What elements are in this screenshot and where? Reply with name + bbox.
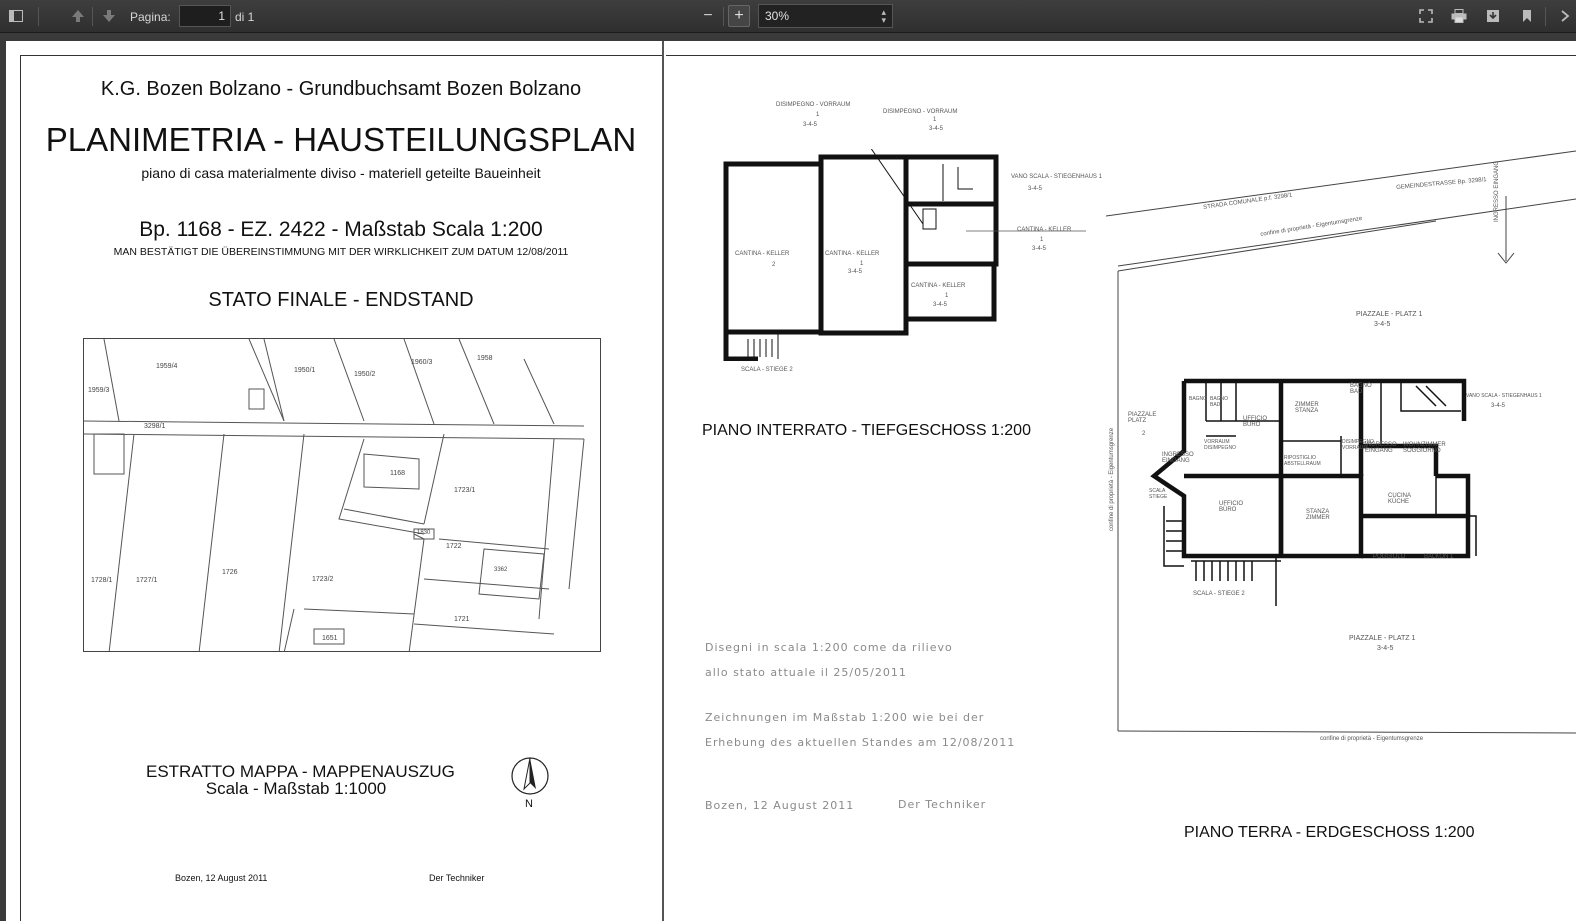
page-total-label: di 1 <box>235 9 255 24</box>
room-label: INGRESSO EINGANG <box>1162 452 1194 464</box>
confirmation-line: MAN BESTÄTIGT DIE ÜBEREINSTIMMUNG MIT DER WIRKLICHKEIT ZUM DATUM 12/08/2011 <box>113 246 569 258</box>
download-icon[interactable] <box>1482 5 1504 27</box>
room-label: DISIMPEGNO - VORRAUM <box>883 109 958 115</box>
status-title: STATO FINALE - ENDSTAND <box>208 289 474 311</box>
room-label: UFFICIO BÜRO <box>1219 501 1243 513</box>
print-icon[interactable] <box>1448 5 1470 27</box>
next-page-icon[interactable] <box>98 5 120 27</box>
previous-page-icon[interactable] <box>67 5 89 27</box>
parcel-label: 1950/2 <box>354 371 376 378</box>
room-label: CANTINA - KELLER <box>825 251 880 257</box>
toolbar-separator <box>92 7 93 26</box>
tools-chevron-icon[interactable] <box>1554 5 1576 27</box>
frame-line <box>666 55 1576 56</box>
date-right: Bozen, 12 August 2011 <box>705 799 855 812</box>
room-label: VANO SCALA - STIEGENHAUS 1 <box>1011 174 1102 180</box>
toolbar-separator <box>723 7 724 26</box>
zoom-out-button[interactable]: − <box>703 7 713 24</box>
room-label: CANTINA - KELLER <box>1017 227 1072 233</box>
room-label: DISIMPEGNO - VORRAUM <box>776 102 851 108</box>
room-label: INGRESSO EINGANG <box>1365 442 1397 454</box>
toolbar-separator <box>1545 7 1546 26</box>
viewer-toolbar <box>0 0 1576 33</box>
room-label: UFFICIO BÜRO <box>1243 416 1267 428</box>
office-title: K.G. Bozen Bolzano - Grundbuchsamt Bozen Bolzano <box>100 78 582 100</box>
parcel-label: 1950/1 <box>294 367 316 374</box>
parcel-line: Bp. 1168 - EZ. 2422 - Maßstab Scala 1:200 <box>139 218 543 241</box>
parcel-label: 1721 <box>454 616 470 623</box>
map-extract-title: ESTRATTO MAPPA - MAPPENAUSZUG <box>146 762 455 781</box>
room-label: CANTINA - KELLER <box>911 283 966 289</box>
room-label: STANZA ZIMMER <box>1306 509 1330 521</box>
room-label: 1 <box>945 293 949 299</box>
parcel-label: 1723/2 <box>312 576 334 583</box>
parcel-label: 1722 <box>446 543 462 550</box>
technician-left: Der Techniker <box>429 873 485 883</box>
room-label: SCALA STIEGE <box>1149 488 1168 500</box>
road-label: GEMEINDESTRASSE Bp. 3298/1 <box>1396 177 1487 191</box>
cadastral-map <box>83 338 601 652</box>
sub-title: piano di casa materialmente diviso - materiell geteilte Baueinheit <box>141 165 541 181</box>
document-viewer[interactable] <box>0 33 1576 921</box>
page-label: Pagina: <box>130 9 171 24</box>
boundary-label: confine di proprietà - Eigentumsgrenze <box>1260 215 1363 238</box>
note-line-1: Disegni in scala 1:200 come da rilievo <box>705 641 953 654</box>
room-label: BALKON 1 <box>1424 554 1454 560</box>
parcel-label: 1168 <box>390 470 406 477</box>
pdf-page <box>6 41 1576 921</box>
parcel-label: 1723/1 <box>454 487 476 494</box>
sheet-divider <box>662 41 664 921</box>
room-label: 3-4-5 <box>848 269 863 275</box>
bookmark-icon[interactable] <box>1516 5 1538 27</box>
room-label: 2 <box>772 262 776 268</box>
sidebar-toggle-icon[interactable] <box>5 5 27 27</box>
room-label: 3-4-5 <box>1032 246 1047 252</box>
room-label: PIAZZALE - PLATZ 1 <box>1349 635 1416 642</box>
note-line-3: Zeichnungen im Maßstab 1:200 wie bei der <box>705 711 985 724</box>
room-label: 3-4-5 <box>1028 186 1043 192</box>
room-label: CANTINA - KELLER <box>735 251 790 257</box>
room-label: POGGIOLO <box>1373 554 1406 560</box>
page-number-input[interactable] <box>179 5 231 27</box>
room-label: 3-4-5 <box>1491 403 1506 409</box>
basement-plan-title: PIANO INTERRATO - TIEFGESCHOSS 1:200 <box>702 422 1031 439</box>
room-label: DISIMPEGNO VORRAUM <box>1342 439 1374 451</box>
room-label: CUCINA KÜCHE <box>1388 493 1411 505</box>
room-label: 3-4-5 <box>929 126 944 132</box>
room-label: 1 <box>816 112 820 118</box>
road-label: STRADA COMUNALE p.f. 3298/1 <box>1203 192 1293 211</box>
zoom-in-button[interactable]: + <box>728 5 750 27</box>
room-label: BAGNO BAD <box>1350 383 1372 395</box>
parcel-label: 1728/1 <box>91 577 113 584</box>
toolbar-separator <box>38 7 39 26</box>
room-label: 1 <box>860 261 864 267</box>
zoom-select[interactable] <box>758 4 893 28</box>
parcel-label: 1958 <box>477 355 493 362</box>
leader-lines <box>966 221 1086 241</box>
room-label: ZIMMER STANZA <box>1295 402 1319 414</box>
note-line-2: allo stato attuale il 25/05/2011 <box>705 666 907 679</box>
room-label: 1 <box>933 117 937 123</box>
room-label: SCALA - STIEGE 2 <box>741 367 793 373</box>
parcel-label: 1830 <box>417 530 431 536</box>
parcel-label: 3362 <box>494 567 508 573</box>
ground-plan-title: PIANO TERRA - ERDGESCHOSS 1:200 <box>1184 824 1475 841</box>
room-label: BAGNO BAD <box>1210 396 1229 408</box>
parcel-label: 3298/1 <box>144 423 166 430</box>
parcel-label: 1959/4 <box>156 363 178 370</box>
room-label: WOHNZIMMER SOGGIORNO <box>1403 442 1446 454</box>
parcel-label: 1726 <box>222 569 238 576</box>
entrance-label: INGRESSO EINGANG <box>1494 160 1500 222</box>
boundary-label: confine di proprietà - Eigentumsgrenze <box>1109 427 1115 531</box>
room-label: BAGNO <box>1189 396 1208 402</box>
room-label: SCALA - STIEGE 2 <box>1193 591 1245 597</box>
frame-line <box>20 55 21 921</box>
technician-right: Der Techniker <box>898 798 987 811</box>
room-label: 3-4-5 <box>933 302 948 308</box>
room-label: 1 <box>1040 237 1044 243</box>
frame-line <box>20 55 662 56</box>
note-line-4: Erhebung des aktuellen Standes am 12/08/2011 <box>705 736 1016 749</box>
parcel-label: 1651 <box>322 635 338 642</box>
north-arrow-icon <box>509 755 551 802</box>
parcel-label: 1959/3 <box>88 387 110 394</box>
fullscreen-icon[interactable] <box>1415 5 1437 27</box>
room-label: 3-4-5 <box>1374 321 1391 328</box>
main-title: PLANIMETRIA - HAUSTEILUNGSPLAN <box>45 121 637 158</box>
room-label: PIAZZALE PLATZ <box>1128 412 1157 424</box>
zoom-value: 30% <box>765 9 790 23</box>
room-label: VANO SCALA - STIEGENHAUS 1 <box>1466 393 1542 399</box>
map-extract-scale: Scala - Maßstab 1:1000 <box>205 779 387 798</box>
room-label: 2 <box>1142 431 1146 437</box>
parcel-label: 1727/1 <box>136 577 158 584</box>
room-label: RIPOSTIGLIO ABSTELLRAUM <box>1284 455 1321 467</box>
boundary-label: confine di proprietà - Eigentumsgrenze <box>1320 736 1424 742</box>
room-label: 3-4-5 <box>803 122 818 128</box>
select-arrows-icon: ▴ ▾ <box>881 7 886 25</box>
room-label: 3-4-5 <box>1377 645 1394 652</box>
north-label: N <box>525 798 533 810</box>
room-label: PIAZZALE - PLATZ 1 <box>1356 311 1423 318</box>
date-left: Bozen, 12 August 2011 <box>175 873 268 883</box>
room-label: VORRAUM DISIMPEGNO <box>1204 439 1236 451</box>
parcel-label: 1960/3 <box>411 359 433 366</box>
